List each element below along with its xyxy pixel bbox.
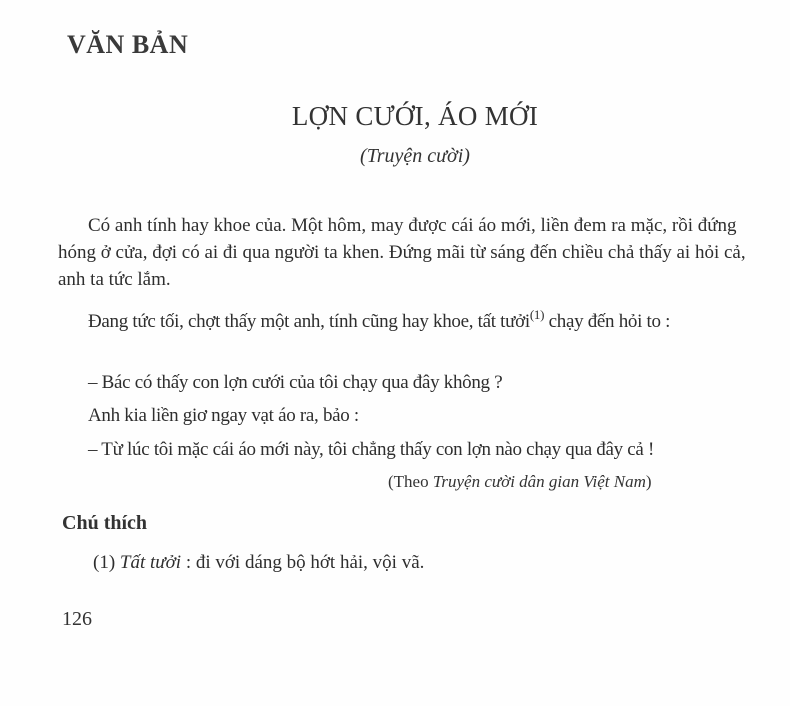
paragraph-2-text-after: chạy đến hỏi to :	[544, 311, 671, 332]
paragraph-2-text-before: Đang tức tối, chợt thấy một anh, tính cũng hay khoe, tất tưởi	[88, 311, 530, 332]
source-citation	[388, 472, 652, 492]
paragraph-2	[58, 308, 758, 335]
section-label: VĂN BẢN	[67, 30, 189, 59]
note-number: (1)	[93, 552, 120, 573]
source-prefix: (Theo	[388, 472, 433, 491]
notes-heading: Chú thích	[62, 512, 148, 534]
source-suffix: )	[645, 472, 652, 491]
story-title: LỢN CƯỚI, ÁO MỚI	[291, 101, 539, 131]
note-item	[93, 552, 424, 574]
note-definition: : đi với dáng bộ hớt hải, vội vã.	[181, 552, 425, 573]
paragraph-4: Anh kia liền giơ ngay vạt áo ra, bảo :	[88, 405, 359, 426]
note-term: Tất tưởi	[119, 552, 182, 573]
footnote-reference: (1)	[529, 307, 545, 322]
dialogue-line-2: – Từ lúc tôi mặc cái áo mới này, tôi chẳng thấy con lợn nào chạy qua đây cả !	[88, 439, 655, 460]
source-work-title: Truyện cười dân gian Việt Nam	[432, 472, 646, 491]
dialogue-line-1: – Bác có thấy con lợn cưới của tôi chạy qua đây không ?	[88, 372, 503, 393]
page-number: 126	[62, 608, 92, 630]
story-genre: (Truyện cười)	[360, 145, 470, 167]
paragraph-1: Có anh tính hay khoe của. Một hôm, may được cái áo mới, liền đem ra mặc, rồi đứng hóng ở cửa, đợi có ai đi qua người ta khen. Đứng mãi từ sáng đến chiều chả thấy ai hỏi cả, anh ta tức lắm.	[58, 215, 746, 290]
